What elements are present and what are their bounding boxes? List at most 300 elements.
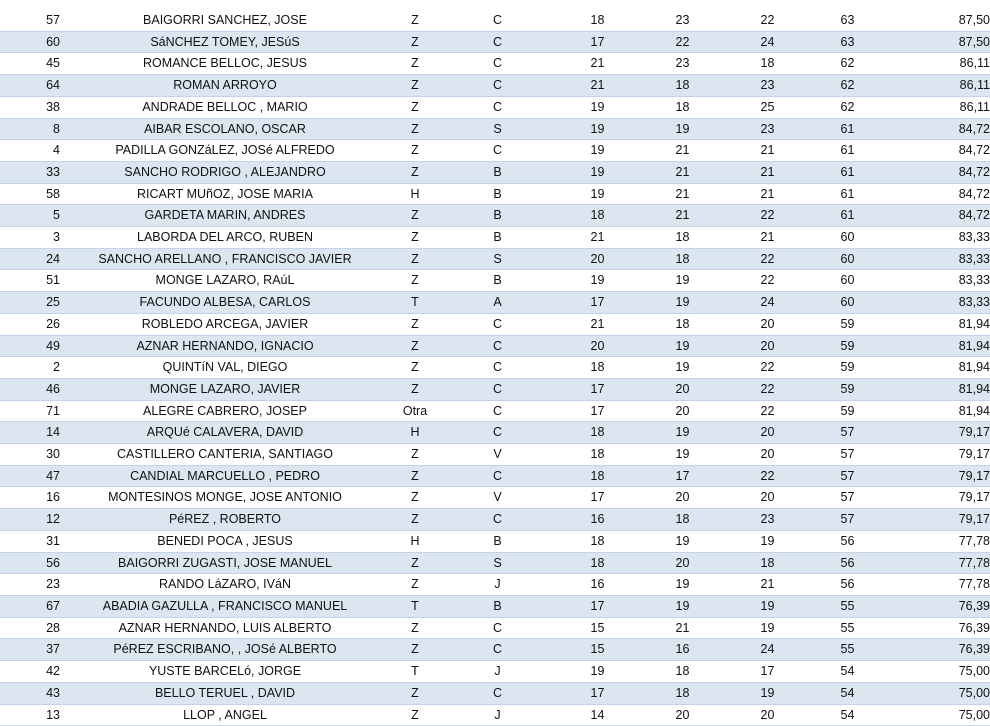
- score-2-cell: 18: [640, 248, 725, 270]
- score-3-cell: 21: [725, 140, 810, 162]
- group-code-cell: Z: [390, 617, 440, 639]
- score-2-cell: 21: [640, 161, 725, 183]
- table-row: [0, 357, 990, 379]
- score-1-cell: 21: [555, 313, 640, 335]
- score-1-cell: 20: [555, 335, 640, 357]
- row-number-cell: 57: [0, 10, 60, 31]
- participant-name-cell: SáNCHEZ TOMEY, JESúS: [60, 31, 390, 53]
- category-code-cell: C: [440, 313, 555, 335]
- table-row: [0, 661, 990, 683]
- score-1-cell: 16: [555, 509, 640, 531]
- score-3-cell: 22: [725, 10, 810, 31]
- total-score-cell: 63: [810, 10, 885, 31]
- score-2-cell: 18: [640, 75, 725, 97]
- total-score-cell: 62: [810, 53, 885, 75]
- table-row: [0, 378, 990, 400]
- participant-name-cell: BAIGORRI SANCHEZ, JOSE: [60, 10, 390, 31]
- score-3-cell: 20: [725, 704, 810, 726]
- category-code-cell: S: [440, 248, 555, 270]
- table-row: [0, 422, 990, 444]
- row-number-cell: 58: [0, 183, 60, 205]
- score-2-cell: 18: [640, 509, 725, 531]
- percentage-cell: 79,17: [885, 487, 990, 509]
- group-code-cell: H: [390, 422, 440, 444]
- participant-name-cell: FACUNDO ALBESA, CARLOS: [60, 292, 390, 314]
- participant-name-cell: CANDIAL MARCUELLO , PEDRO: [60, 465, 390, 487]
- group-code-cell: Z: [390, 10, 440, 31]
- score-3-cell: 21: [725, 161, 810, 183]
- percentage-cell: 81,94: [885, 400, 990, 422]
- percentage-cell: 79,17: [885, 465, 990, 487]
- group-code-cell: Z: [390, 140, 440, 162]
- category-code-cell: C: [440, 465, 555, 487]
- row-number-cell: 42: [0, 661, 60, 683]
- group-code-cell: T: [390, 661, 440, 683]
- category-code-cell: B: [440, 161, 555, 183]
- percentage-cell: 81,94: [885, 378, 990, 400]
- category-code-cell: J: [440, 704, 555, 726]
- category-code-cell: C: [440, 682, 555, 704]
- score-1-cell: 17: [555, 31, 640, 53]
- table-row: [0, 704, 990, 726]
- participant-name-cell: BENEDI POCA , JESUS: [60, 530, 390, 552]
- table-row: [0, 292, 990, 314]
- row-number-cell: 8: [0, 118, 60, 140]
- score-1-cell: 18: [555, 357, 640, 379]
- total-score-cell: 60: [810, 227, 885, 249]
- group-code-cell: Z: [390, 465, 440, 487]
- score-1-cell: 17: [555, 400, 640, 422]
- category-code-cell: V: [440, 444, 555, 466]
- percentage-cell: 84,72: [885, 118, 990, 140]
- table-row: [0, 205, 990, 227]
- score-2-cell: 23: [640, 53, 725, 75]
- total-score-cell: 55: [810, 617, 885, 639]
- total-score-cell: 56: [810, 552, 885, 574]
- row-number-cell: 38: [0, 96, 60, 118]
- score-3-cell: 22: [725, 357, 810, 379]
- group-code-cell: Z: [390, 53, 440, 75]
- percentage-cell: 83,33: [885, 292, 990, 314]
- total-score-cell: 59: [810, 357, 885, 379]
- table-row: [0, 595, 990, 617]
- table-row: [0, 400, 990, 422]
- results-body: [0, 10, 990, 726]
- group-code-cell: Z: [390, 574, 440, 596]
- category-code-cell: B: [440, 227, 555, 249]
- score-3-cell: 18: [725, 53, 810, 75]
- total-score-cell: 55: [810, 595, 885, 617]
- row-number-cell: 3: [0, 227, 60, 249]
- group-code-cell: Z: [390, 704, 440, 726]
- score-3-cell: 24: [725, 31, 810, 53]
- participant-name-cell: MONTESINOS MONGE, JOSE ANTONIO: [60, 487, 390, 509]
- total-score-cell: 59: [810, 378, 885, 400]
- group-code-cell: Z: [390, 378, 440, 400]
- score-3-cell: 22: [725, 465, 810, 487]
- score-1-cell: 20: [555, 248, 640, 270]
- score-1-cell: 14: [555, 704, 640, 726]
- group-code-cell: Z: [390, 313, 440, 335]
- score-1-cell: 18: [555, 444, 640, 466]
- group-code-cell: Z: [390, 205, 440, 227]
- category-code-cell: C: [440, 75, 555, 97]
- participant-name-cell: ALEGRE CABRERO, JOSEP: [60, 400, 390, 422]
- row-number-cell: 24: [0, 248, 60, 270]
- score-3-cell: 20: [725, 313, 810, 335]
- participant-name-cell: RICART MUñOZ, JOSE MARIA: [60, 183, 390, 205]
- participant-name-cell: LABORDA DEL ARCO, RUBEN: [60, 227, 390, 249]
- total-score-cell: 61: [810, 118, 885, 140]
- group-code-cell: Z: [390, 118, 440, 140]
- score-2-cell: 20: [640, 552, 725, 574]
- score-3-cell: 25: [725, 96, 810, 118]
- total-score-cell: 54: [810, 661, 885, 683]
- table-row: [0, 183, 990, 205]
- table-row: [0, 682, 990, 704]
- percentage-cell: 84,72: [885, 140, 990, 162]
- participant-name-cell: ARQUé CALAVERA, DAVID: [60, 422, 390, 444]
- table-row: [0, 465, 990, 487]
- score-3-cell: 24: [725, 292, 810, 314]
- percentage-cell: 83,33: [885, 270, 990, 292]
- category-code-cell: J: [440, 661, 555, 683]
- score-2-cell: 19: [640, 335, 725, 357]
- score-2-cell: 21: [640, 617, 725, 639]
- percentage-cell: 83,33: [885, 227, 990, 249]
- table-row: [0, 118, 990, 140]
- table-row: [0, 10, 990, 31]
- table-row: [0, 444, 990, 466]
- row-number-cell: 16: [0, 487, 60, 509]
- category-code-cell: S: [440, 118, 555, 140]
- score-1-cell: 15: [555, 639, 640, 661]
- row-number-cell: 51: [0, 270, 60, 292]
- row-number-cell: 14: [0, 422, 60, 444]
- score-1-cell: 17: [555, 682, 640, 704]
- table-row: [0, 75, 990, 97]
- score-1-cell: 19: [555, 140, 640, 162]
- score-1-cell: 19: [555, 270, 640, 292]
- percentage-cell: 75,00: [885, 661, 990, 683]
- percentage-cell: 76,39: [885, 617, 990, 639]
- score-3-cell: 20: [725, 335, 810, 357]
- table-row: [0, 161, 990, 183]
- category-code-cell: C: [440, 378, 555, 400]
- score-2-cell: 18: [640, 227, 725, 249]
- table-row: [0, 31, 990, 53]
- score-1-cell: 19: [555, 118, 640, 140]
- table-row: [0, 140, 990, 162]
- percentage-cell: 86,11: [885, 75, 990, 97]
- category-code-cell: C: [440, 422, 555, 444]
- row-number-cell: 30: [0, 444, 60, 466]
- category-code-cell: C: [440, 617, 555, 639]
- percentage-cell: 79,17: [885, 509, 990, 531]
- score-1-cell: 21: [555, 227, 640, 249]
- table-row: [0, 270, 990, 292]
- score-3-cell: 23: [725, 118, 810, 140]
- percentage-cell: 87,50: [885, 10, 990, 31]
- category-code-cell: C: [440, 509, 555, 531]
- score-2-cell: 22: [640, 31, 725, 53]
- group-code-cell: T: [390, 595, 440, 617]
- score-3-cell: 23: [725, 509, 810, 531]
- row-number-cell: 45: [0, 53, 60, 75]
- score-2-cell: 17: [640, 465, 725, 487]
- table-row: [0, 509, 990, 531]
- total-score-cell: 60: [810, 270, 885, 292]
- percentage-cell: 75,00: [885, 704, 990, 726]
- row-number-cell: 13: [0, 704, 60, 726]
- score-3-cell: 22: [725, 248, 810, 270]
- participant-name-cell: MONGE LAZARO, JAVIER: [60, 378, 390, 400]
- score-1-cell: 17: [555, 487, 640, 509]
- score-2-cell: 20: [640, 378, 725, 400]
- table-row: [0, 487, 990, 509]
- score-3-cell: 21: [725, 183, 810, 205]
- participant-name-cell: SANCHO ARELLANO , FRANCISCO JAVIER: [60, 248, 390, 270]
- category-code-cell: C: [440, 357, 555, 379]
- total-score-cell: 55: [810, 639, 885, 661]
- total-score-cell: 61: [810, 183, 885, 205]
- row-number-cell: 56: [0, 552, 60, 574]
- participant-name-cell: PéREZ , ROBERTO: [60, 509, 390, 531]
- row-number-cell: 4: [0, 140, 60, 162]
- table-row: [0, 530, 990, 552]
- group-code-cell: Z: [390, 161, 440, 183]
- group-code-cell: Z: [390, 75, 440, 97]
- category-code-cell: C: [440, 639, 555, 661]
- percentage-cell: 77,78: [885, 574, 990, 596]
- total-score-cell: 59: [810, 400, 885, 422]
- score-1-cell: 18: [555, 205, 640, 227]
- participant-name-cell: CASTILLERO CANTERIA, SANTIAGO: [60, 444, 390, 466]
- score-2-cell: 16: [640, 639, 725, 661]
- group-code-cell: Z: [390, 682, 440, 704]
- score-1-cell: 18: [555, 10, 640, 31]
- percentage-cell: 81,94: [885, 335, 990, 357]
- group-code-cell: Otra: [390, 400, 440, 422]
- group-code-cell: Z: [390, 639, 440, 661]
- group-code-cell: Z: [390, 270, 440, 292]
- results-table: [0, 10, 990, 726]
- total-score-cell: 56: [810, 574, 885, 596]
- category-code-cell: B: [440, 595, 555, 617]
- table-row: [0, 574, 990, 596]
- percentage-cell: 83,33: [885, 248, 990, 270]
- total-score-cell: 57: [810, 487, 885, 509]
- total-score-cell: 61: [810, 161, 885, 183]
- group-code-cell: Z: [390, 444, 440, 466]
- category-code-cell: C: [440, 10, 555, 31]
- table-row: [0, 617, 990, 639]
- score-3-cell: 20: [725, 487, 810, 509]
- participant-name-cell: SANCHO RODRIGO , ALEJANDRO: [60, 161, 390, 183]
- score-1-cell: 17: [555, 595, 640, 617]
- percentage-cell: 86,11: [885, 53, 990, 75]
- score-2-cell: 20: [640, 704, 725, 726]
- score-1-cell: 19: [555, 161, 640, 183]
- participant-name-cell: LLOP , ANGEL: [60, 704, 390, 726]
- row-number-cell: 2: [0, 357, 60, 379]
- row-number-cell: 33: [0, 161, 60, 183]
- score-2-cell: 18: [640, 313, 725, 335]
- percentage-cell: 86,11: [885, 96, 990, 118]
- score-1-cell: 19: [555, 96, 640, 118]
- participant-name-cell: ROBLEDO ARCEGA, JAVIER: [60, 313, 390, 335]
- total-score-cell: 54: [810, 704, 885, 726]
- total-score-cell: 59: [810, 335, 885, 357]
- score-1-cell: 18: [555, 422, 640, 444]
- group-code-cell: Z: [390, 487, 440, 509]
- table-row: [0, 227, 990, 249]
- table-row: [0, 96, 990, 118]
- participant-name-cell: BELLO TERUEL , DAVID: [60, 682, 390, 704]
- score-1-cell: 16: [555, 574, 640, 596]
- total-score-cell: 59: [810, 313, 885, 335]
- score-3-cell: 20: [725, 422, 810, 444]
- group-code-cell: Z: [390, 552, 440, 574]
- score-1-cell: 21: [555, 53, 640, 75]
- score-3-cell: 22: [725, 378, 810, 400]
- score-2-cell: 21: [640, 205, 725, 227]
- row-number-cell: 26: [0, 313, 60, 335]
- percentage-cell: 77,78: [885, 552, 990, 574]
- score-2-cell: 19: [640, 530, 725, 552]
- score-2-cell: 19: [640, 118, 725, 140]
- participant-name-cell: RANDO LáZARO, IVáN: [60, 574, 390, 596]
- row-number-cell: 12: [0, 509, 60, 531]
- table-row: [0, 53, 990, 75]
- score-1-cell: 18: [555, 530, 640, 552]
- participant-name-cell: BAIGORRI ZUGASTI, JOSE MANUEL: [60, 552, 390, 574]
- category-code-cell: A: [440, 292, 555, 314]
- participant-name-cell: PéREZ ESCRIBANO, , JOSé ALBERTO: [60, 639, 390, 661]
- group-code-cell: Z: [390, 96, 440, 118]
- total-score-cell: 57: [810, 422, 885, 444]
- score-2-cell: 19: [640, 422, 725, 444]
- score-2-cell: 20: [640, 487, 725, 509]
- score-3-cell: 23: [725, 75, 810, 97]
- score-3-cell: 20: [725, 444, 810, 466]
- group-code-cell: Z: [390, 335, 440, 357]
- row-number-cell: 67: [0, 595, 60, 617]
- category-code-cell: J: [440, 574, 555, 596]
- participant-name-cell: PADILLA GONZáLEZ, JOSé ALFREDO: [60, 140, 390, 162]
- total-score-cell: 60: [810, 248, 885, 270]
- participant-name-cell: MONGE LAZARO, RAúL: [60, 270, 390, 292]
- group-code-cell: Z: [390, 509, 440, 531]
- score-3-cell: 22: [725, 270, 810, 292]
- row-number-cell: 71: [0, 400, 60, 422]
- row-number-cell: 47: [0, 465, 60, 487]
- row-number-cell: 64: [0, 75, 60, 97]
- group-code-cell: H: [390, 530, 440, 552]
- category-code-cell: B: [440, 270, 555, 292]
- score-3-cell: 17: [725, 661, 810, 683]
- score-3-cell: 22: [725, 400, 810, 422]
- row-number-cell: 37: [0, 639, 60, 661]
- row-number-cell: 5: [0, 205, 60, 227]
- total-score-cell: 61: [810, 140, 885, 162]
- percentage-cell: 87,50: [885, 31, 990, 53]
- score-2-cell: 19: [640, 574, 725, 596]
- total-score-cell: 62: [810, 75, 885, 97]
- category-code-cell: C: [440, 53, 555, 75]
- participant-name-cell: ROMANCE BELLOC, JESUS: [60, 53, 390, 75]
- percentage-cell: 79,17: [885, 444, 990, 466]
- category-code-cell: B: [440, 183, 555, 205]
- score-3-cell: 24: [725, 639, 810, 661]
- total-score-cell: 63: [810, 31, 885, 53]
- score-1-cell: 18: [555, 465, 640, 487]
- total-score-cell: 57: [810, 465, 885, 487]
- percentage-cell: 84,72: [885, 205, 990, 227]
- score-2-cell: 21: [640, 140, 725, 162]
- row-number-cell: 43: [0, 682, 60, 704]
- category-code-cell: C: [440, 140, 555, 162]
- score-2-cell: 19: [640, 270, 725, 292]
- category-code-cell: C: [440, 31, 555, 53]
- row-number-cell: 28: [0, 617, 60, 639]
- group-code-cell: Z: [390, 227, 440, 249]
- score-2-cell: 21: [640, 183, 725, 205]
- score-2-cell: 20: [640, 400, 725, 422]
- participant-name-cell: GARDETA MARIN, ANDRES: [60, 205, 390, 227]
- score-1-cell: 17: [555, 378, 640, 400]
- total-score-cell: 61: [810, 205, 885, 227]
- percentage-cell: 76,39: [885, 595, 990, 617]
- participant-name-cell: AZNAR HERNANDO, IGNACIO: [60, 335, 390, 357]
- row-number-cell: 25: [0, 292, 60, 314]
- table-row: [0, 313, 990, 335]
- score-2-cell: 18: [640, 661, 725, 683]
- total-score-cell: 56: [810, 530, 885, 552]
- table-row: [0, 335, 990, 357]
- participant-name-cell: QUINTíN VAL, DIEGO: [60, 357, 390, 379]
- total-score-cell: 57: [810, 444, 885, 466]
- score-2-cell: 19: [640, 595, 725, 617]
- score-3-cell: 19: [725, 595, 810, 617]
- total-score-cell: 60: [810, 292, 885, 314]
- score-1-cell: 19: [555, 661, 640, 683]
- score-3-cell: 21: [725, 574, 810, 596]
- score-3-cell: 19: [725, 617, 810, 639]
- table-row: [0, 248, 990, 270]
- percentage-cell: 79,17: [885, 422, 990, 444]
- percentage-cell: 76,39: [885, 639, 990, 661]
- score-2-cell: 19: [640, 292, 725, 314]
- group-code-cell: H: [390, 183, 440, 205]
- participant-name-cell: ABADIA GAZULLA , FRANCISCO MANUEL: [60, 595, 390, 617]
- participant-name-cell: YUSTE BARCELó, JORGE: [60, 661, 390, 683]
- score-3-cell: 22: [725, 205, 810, 227]
- category-code-cell: C: [440, 96, 555, 118]
- group-code-cell: Z: [390, 31, 440, 53]
- category-code-cell: B: [440, 205, 555, 227]
- row-number-cell: 31: [0, 530, 60, 552]
- participant-name-cell: ROMAN ARROYO: [60, 75, 390, 97]
- row-number-cell: 60: [0, 31, 60, 53]
- row-number-cell: 49: [0, 335, 60, 357]
- total-score-cell: 57: [810, 509, 885, 531]
- category-code-cell: C: [440, 335, 555, 357]
- percentage-cell: 81,94: [885, 357, 990, 379]
- category-code-cell: S: [440, 552, 555, 574]
- percentage-cell: 75,00: [885, 682, 990, 704]
- score-1-cell: 15: [555, 617, 640, 639]
